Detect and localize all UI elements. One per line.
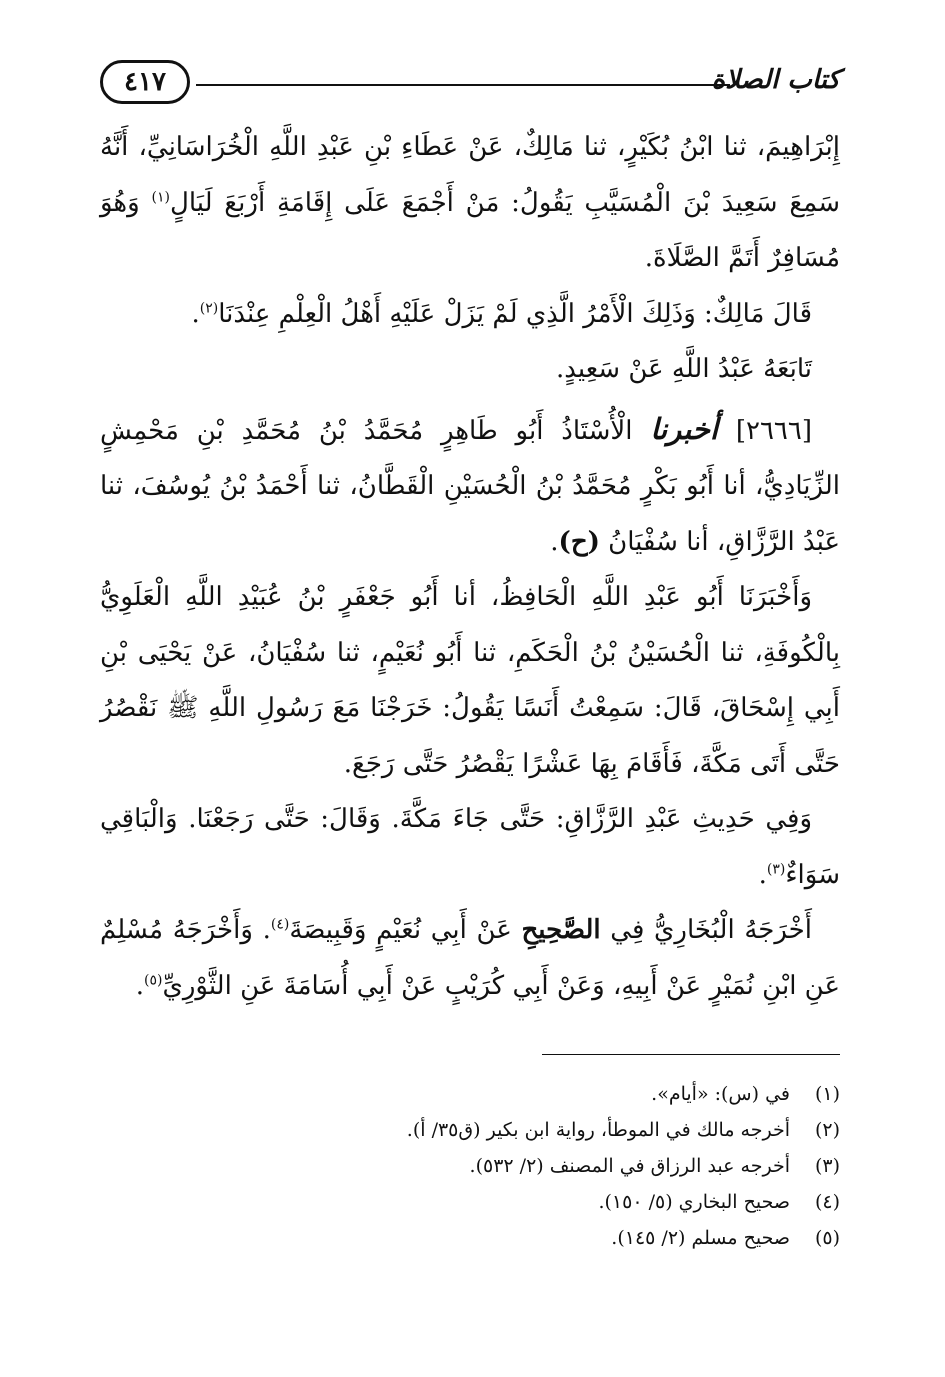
footnote-text: صحيح البخاري (٥/ ١٥٠). [598, 1191, 790, 1213]
footnote-number: (٥) [814, 1227, 840, 1249]
paragraph-7-text-c: . وَأَخْرَجَهُ مُسْلِمٌ عَنِ ابْنِ نُمَيْرٍ عَنْ أَبِيهِ، وَعَنْ أَبِي كُرَيْبٍ عَنْ أَبِي أُسَامَةَ عَنِ الثَّوْرِيِّ [100, 915, 840, 1001]
paragraph-2 [100, 287, 840, 343]
footnote-ref-4[interactable]: (٤) [270, 916, 290, 933]
hadith-2666 [100, 402, 840, 571]
footnote-item [100, 1112, 840, 1148]
paragraph-7-text-a: أَخْرَجَهُ الْبُخَارِيُّ فِي [600, 915, 812, 945]
paragraph-2-end: . [191, 298, 200, 329]
footnote-item [100, 1220, 840, 1256]
paragraph-7-end: . [135, 970, 145, 1001]
paragraph-2-text: قَالَ مَالِكٌ: وَذَلِكَ الْأَمْرُ الَّذِي لَمْ يَزَلْ عَلَيْهِ أَهْلُ الْعِلْمِ عِنْدَنَا [218, 298, 812, 329]
paragraph-1 [100, 120, 840, 287]
footnote-number: (٣) [814, 1155, 840, 1177]
page-header [100, 50, 840, 110]
header-rule [196, 84, 730, 86]
hadith-number: [٢٦٦٦] [735, 415, 812, 446]
akhbarana-word: أخبرنا [650, 411, 718, 446]
footnote-ref-3[interactable]: (٣) [766, 860, 786, 877]
footnote-number: (٤) [814, 1191, 840, 1213]
tahwil-mark: (ح) [558, 526, 600, 557]
footnote-item [100, 1076, 840, 1112]
paragraph-1-text: إِبْرَاهِيمَ، ثنا ابْنُ بُكَيْرٍ، ثنا مَالِكٌ، عَنْ عَطَاءِ بْنِ عَبْدِ اللَّهِ الْخُرَاسَانِيِّ، أَنَّهُ سَمِعَ سَعِيدَ بْنَ الْمُسَيَّبِ يَقُولُ: مَنْ أَجْمَعَ عَلَى إِقَامَةِ أَرْبَعَ لَيَالٍ [100, 132, 840, 218]
footnote-text: أخرجه مالك في الموطأ، رواية ابن بكير (ق٣٥/ أ). [406, 1119, 790, 1141]
sahih-title: الصَّحِيحِ [521, 915, 601, 945]
paragraph-6 [100, 792, 840, 903]
footnote-separator [542, 1054, 840, 1055]
footnote-number: (٢) [814, 1119, 840, 1141]
hadith-2666-text: الْأُسْتَاذُ أَبُو طَاهِرٍ مُحَمَّدُ بْنُ مُحَمَّدِ بْنِ مَحْمِشٍ الزِّيَادِيُّ، أنا أَبُو بَكْرٍ مُحَمَّدُ بْنُ الْحُسَيْنِ الْقَطَّانُ، ثنا أَحْمَدُ بْنُ يُوسُفَ، ثنا عَبْدُ الرَّزَّاقِ، أنا سُفْيَانُ [100, 415, 840, 557]
footnote-number: (١) [814, 1083, 840, 1105]
paragraph-5: وَأَخْبَرَنَا أَبُو عَبْدِ اللَّهِ الْحَافِظُ، أنا أَبُو جَعْفَرٍ بْنُ عُبَيْدِ اللَّهِ الْعَلَوِيُّ بِالْكُوفَةِ، ثنا الْحُسَيْنُ بْنُ الْحَكَمِ، ثنا أَبُو نُعَيْمٍ، ثنا سُفْيَانُ، عَنْ يَحْيَى بْنِ أَبِي إِسْحَاقَ، قَالَ: سَمِعْتُ أَنَسًا يَقُولُ: خَرَجْنَا مَعَ رَسُولِ اللَّهِ ﷺ نَقْصُرُ حَتَّى أَتَى مَكَّةَ، فَأَقَامَ بِهَا عَشْرًا يَقْصُرُ حَتَّى رَجَعَ. [100, 582, 840, 779]
paragraph-6-text: وَفِي حَدِيثِ عَبْدِ الرَّزَّاقِ: حَتَّى جَاءَ مَكَّةَ. وَقَالَ: حَتَّى رَجَعْنَا. وَالْبَاقِي سَوَاءٌ [100, 804, 840, 890]
paragraph-6-end: . [758, 859, 767, 890]
footnote-item [100, 1184, 840, 1220]
footnote-ref-1[interactable]: (١) [151, 188, 170, 205]
page-number-badge [100, 60, 190, 104]
page-number: ٤١٧ [124, 67, 166, 97]
paragraph-3: تَابَعَهُ عَبْدُ اللَّهِ عَنْ سَعِيدٍ. [555, 354, 812, 384]
footnote-text: في (س): «أيام». [651, 1083, 790, 1105]
hadith-2666-end: . [550, 526, 559, 557]
paragraph-1-end: وَهُوَ مُسَافِرٌ أَتَمَّ الصَّلَاةَ. [100, 187, 840, 273]
footnote-text: صحيح مسلم (٢/ ١٤٥). [611, 1227, 790, 1249]
footnote-ref-5[interactable]: (٥) [144, 971, 163, 988]
paragraph-7 [100, 903, 840, 1014]
paragraph-7-text-b: عَنْ أَبِي نُعَيْمٍ وَقَبِيصَةَ [289, 915, 522, 945]
footnotes-list [100, 1076, 840, 1256]
footnote-text: أخرجه عبد الرزاق في المصنف (٢/ ٥٣٢). [469, 1155, 790, 1177]
footnote-ref-2[interactable]: (٢) [199, 299, 219, 316]
footnote-item [100, 1148, 840, 1184]
main-text [100, 120, 840, 1014]
book-title: كتاب الصلاة [711, 65, 840, 95]
